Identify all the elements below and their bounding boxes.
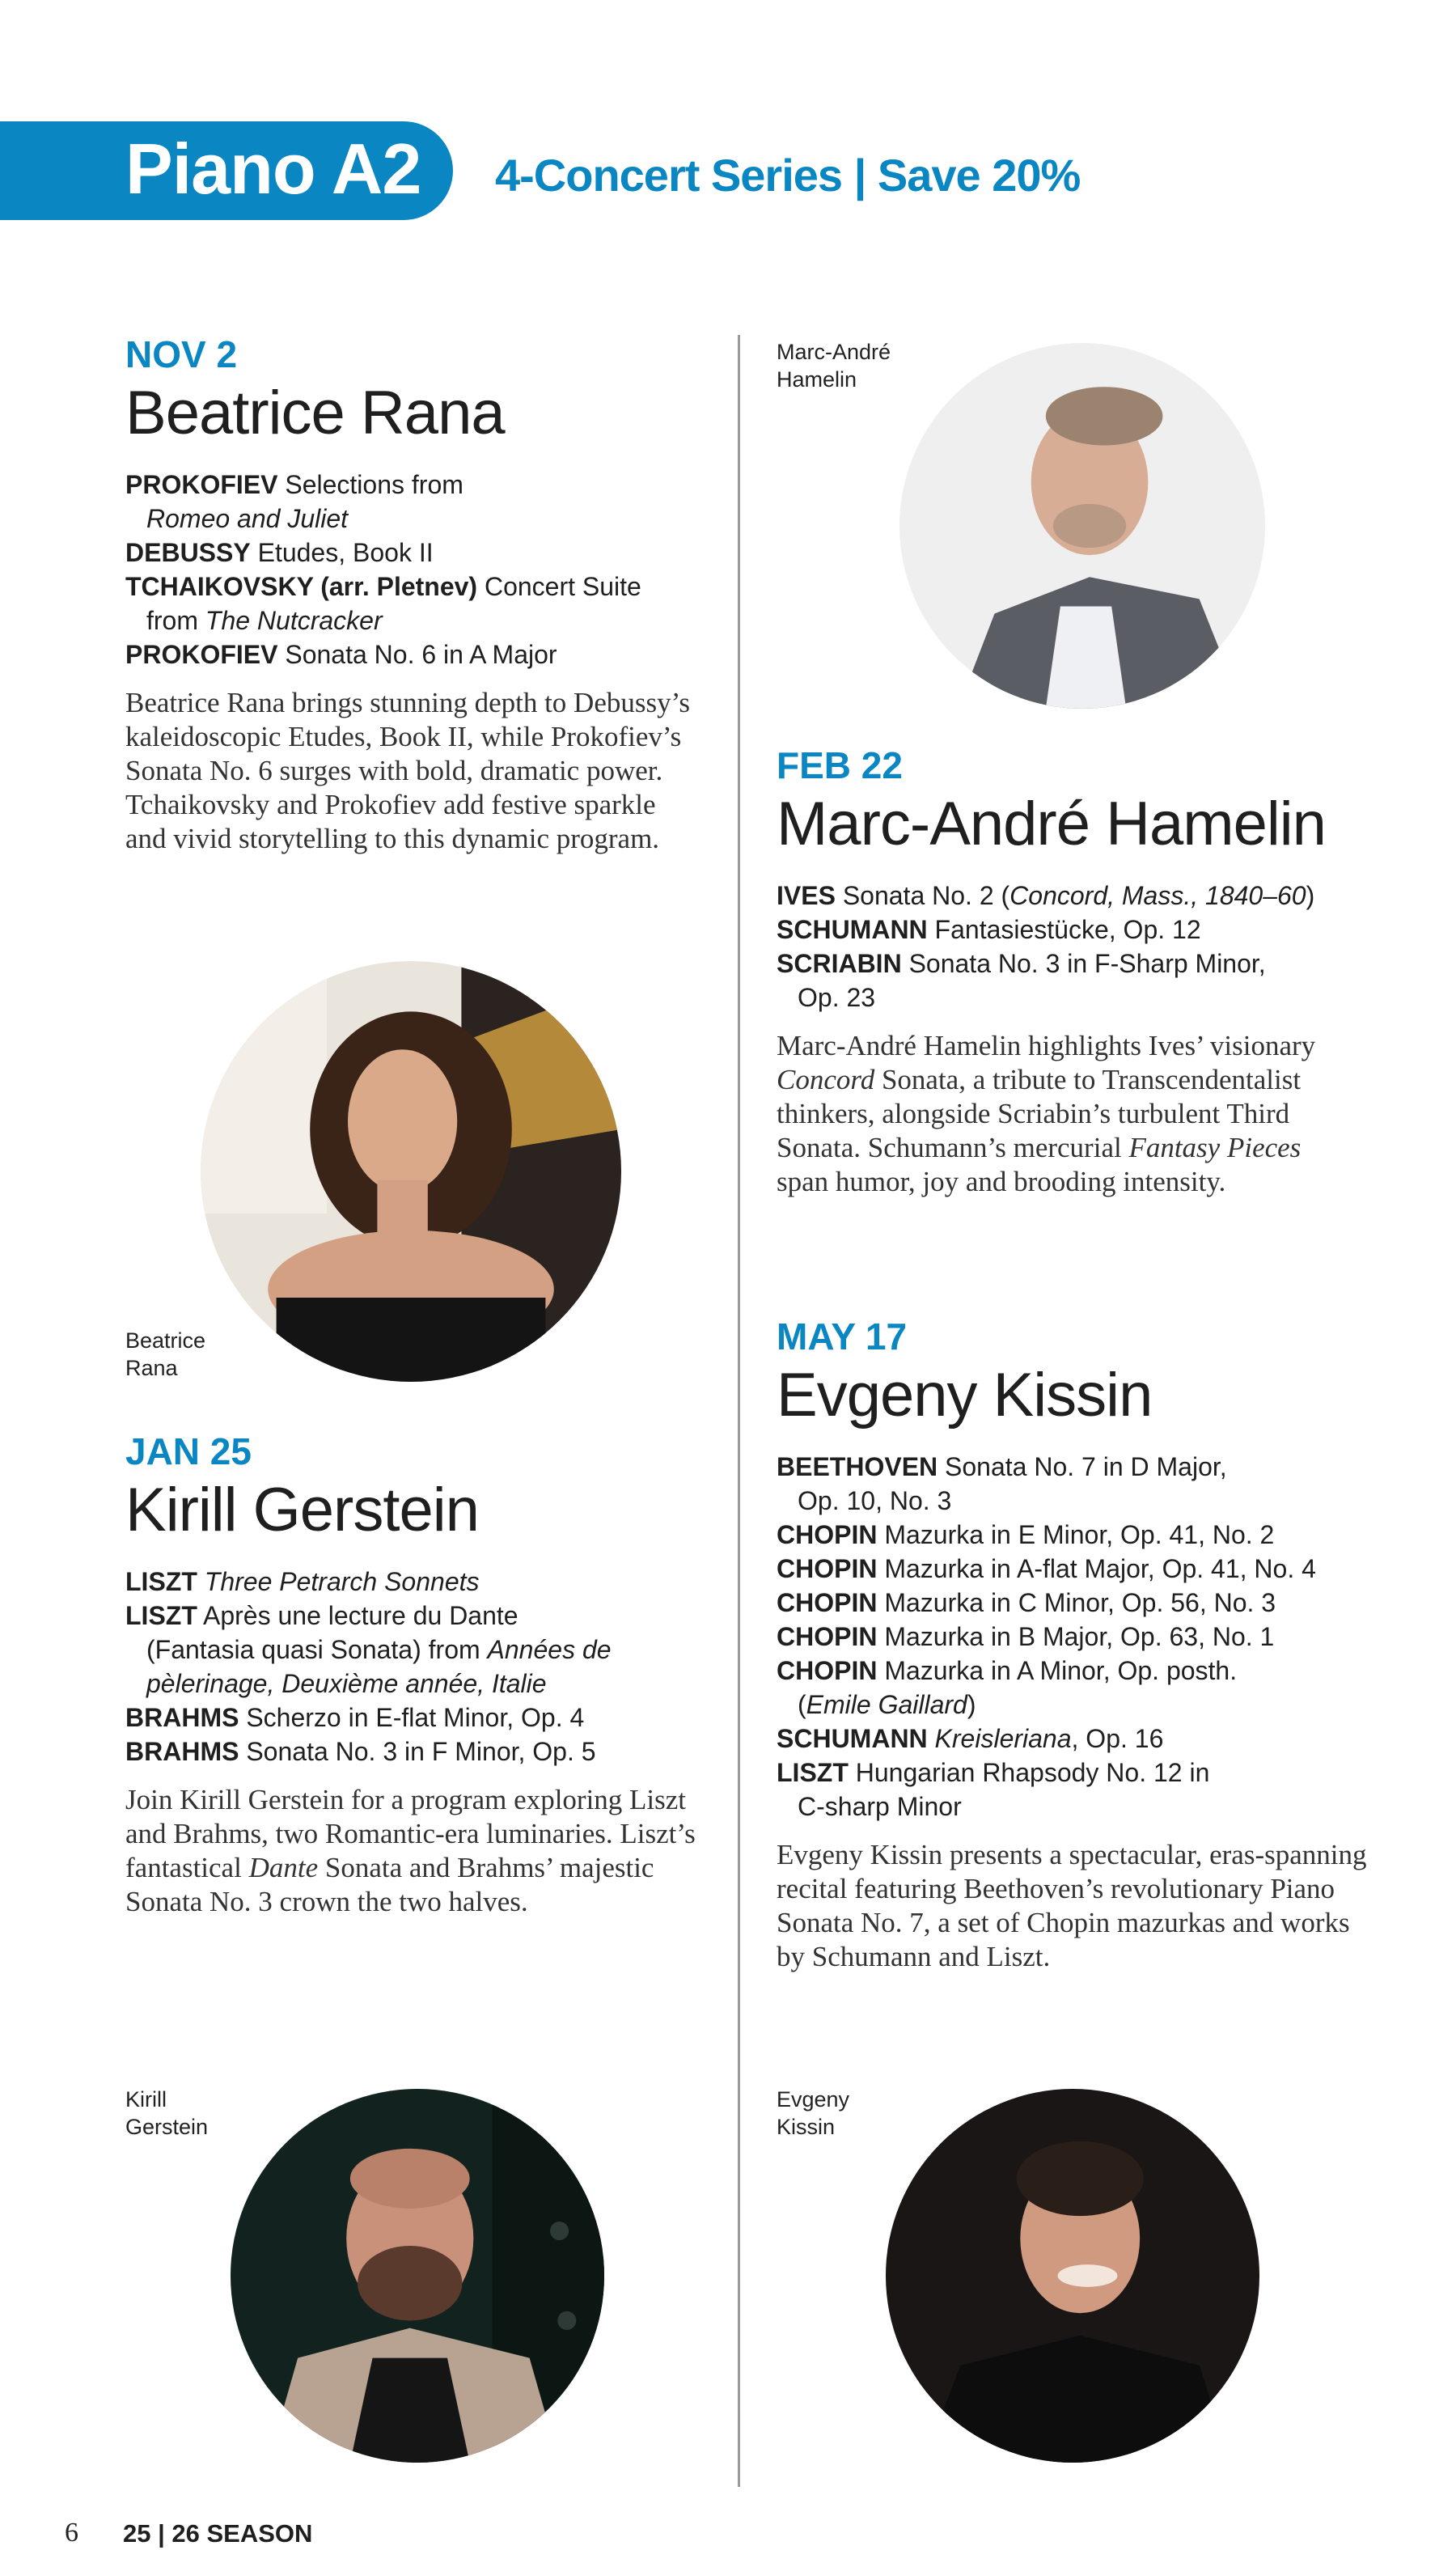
work-title-italic-continued: pèlerinage, Deuxième année, Italie [146, 1669, 547, 1698]
concert-date: JAN 25 [125, 1430, 252, 1472]
work-title-continued: from [146, 606, 205, 635]
work-title-italic: Années de [487, 1635, 612, 1664]
artist-photo-kirill-gerstein [231, 2089, 604, 2463]
concert-kirill-gerstein [125, 1429, 724, 1919]
work-title-italic: Concord, Mass., 1840–60 [1009, 881, 1306, 910]
season-label: 25 | 26 SEASON [123, 2519, 313, 2548]
work-title-italic: The Nutcracker [205, 606, 383, 635]
photo-caption: Marc-André Hamelin [777, 340, 891, 392]
concert-evgeny-kissin [777, 1314, 1391, 1974]
column-divider [738, 335, 740, 2487]
program-item [125, 536, 724, 570]
program-item [125, 570, 724, 638]
page-number: 6 [65, 2518, 78, 2548]
work-title: Mazurka in A-flat Major, Op. 41, No. 4 [877, 1554, 1316, 1583]
program-item [777, 1620, 1391, 1654]
work-title-end: ) [967, 1690, 976, 1719]
work-title: Après une lecture du Dante [197, 1601, 518, 1630]
concert-description: Beatrice Rana brings stunning depth to Debussy’s kaleidoscopic Etudes, Book II, while Prokofiev’s Sonata No. 6 surges with bold, dramatic power. Tchaikovsky and Prokofiev add festive sparkle and vivid storytelling to this dynamic program. [125, 687, 690, 854]
work-title: Mazurka in C Minor, Op. 56, No. 3 [877, 1588, 1276, 1617]
composer: PROKOFIEV [125, 640, 278, 669]
program-list [125, 1565, 724, 1768]
composer: DEBUSSY [125, 538, 251, 567]
composer: SCRIABIN [777, 949, 902, 978]
program-item [777, 1654, 1391, 1722]
artist-name: Beatrice Rana [125, 379, 505, 447]
work-title: Etudes, Book II [250, 538, 434, 567]
work-title: Mazurka in B Major, Op. 63, No. 1 [877, 1622, 1275, 1651]
artist-photo-marc-andre-hamelin [899, 343, 1265, 709]
work-title-italic: Emile Gaillard [806, 1690, 967, 1719]
series-subtitle: 4-Concert Series | Save 20% [495, 150, 1081, 201]
artist-photo-beatrice-rana [201, 961, 621, 1382]
work-title: Mazurka in E Minor, Op. 41, No. 2 [877, 1520, 1275, 1549]
work-title: Hungarian Rhapsody No. 12 in [848, 1758, 1210, 1787]
work-title: Sonata No. 2 ( [835, 881, 1010, 910]
program-list [777, 1450, 1391, 1824]
concert-date: FEB 22 [777, 744, 903, 786]
artist-name: Marc-André Hamelin [777, 790, 1326, 858]
composer: TCHAIKOVSKY (arr. Pletnev) [125, 572, 478, 601]
concert-date: NOV 2 [125, 333, 238, 375]
composer: CHOPIN [777, 1588, 878, 1617]
work-title-continued: Romeo and Juliet [146, 504, 349, 533]
program-item [125, 638, 724, 671]
program-item [777, 947, 1391, 1014]
work-title-continued: Op. 23 [798, 983, 876, 1012]
composer: LISZT [125, 1567, 197, 1596]
work-title-continued: ( [798, 1690, 806, 1719]
work-title: Selections from [277, 470, 463, 499]
composer: IVES [777, 881, 836, 910]
program-item [125, 468, 724, 536]
program-item [125, 1701, 724, 1735]
artist-name: Evgeny Kissin [777, 1361, 1153, 1430]
work-title-italic: Kreisleriana [927, 1724, 1072, 1753]
work-title: Sonata No. 3 in F-Sharp Minor, [901, 949, 1266, 978]
work-title-continued: Op. 10, No. 3 [798, 1486, 952, 1515]
composer: LISZT [125, 1601, 197, 1630]
photo-caption: Evgeny Kissin [777, 2087, 850, 2139]
work-title: Sonata No. 7 in D Major, [938, 1452, 1227, 1481]
work-title-end: ) [1306, 881, 1315, 910]
work-title-end: , Op. 16 [1071, 1724, 1164, 1753]
concert-date: MAY 17 [777, 1315, 908, 1358]
program-item [777, 913, 1391, 947]
work-title: Three Petrarch Sonnets [197, 1567, 480, 1596]
work-title: Sonata No. 6 in A Major [277, 640, 557, 669]
artist-name: Kirill Gerstein [125, 1476, 479, 1544]
photo-caption: Kirill Gerstein [125, 2087, 209, 2139]
program-item [777, 1518, 1391, 1552]
composer: BRAHMS [125, 1703, 239, 1732]
concert-description: Evgeny Kissin presents a spectacular, eras-spanning recital featuring Beethoven’s revolutionary Piano Sonata No. 7, a set of Chopin mazurkas and works by Schumann and Liszt. [777, 1839, 1367, 1972]
composer: BEETHOVEN [777, 1452, 938, 1481]
work-title: Fantasiestücke, Op. 12 [927, 915, 1201, 944]
work-title: Scherzo in E-flat Minor, Op. 4 [239, 1703, 585, 1732]
program-item [777, 1586, 1391, 1620]
program-item [125, 1735, 724, 1768]
program-item [125, 1599, 724, 1701]
composer: CHOPIN [777, 1520, 878, 1549]
program-list [777, 879, 1391, 1014]
concert-marc-andre-hamelin [777, 743, 1391, 1199]
composer: CHOPIN [777, 1656, 878, 1685]
photo-caption: Beatrice Rana [125, 1328, 206, 1380]
work-title: Mazurka in A Minor, Op. posth. [877, 1656, 1238, 1685]
composer: CHOPIN [777, 1554, 878, 1583]
composer: PROKOFIEV [125, 470, 278, 499]
work-title-continued: C-sharp Minor [798, 1792, 962, 1821]
composer: SCHUMANN [777, 1724, 928, 1753]
work-title: Concert Suite [477, 572, 641, 601]
program-item [777, 879, 1391, 913]
composer: SCHUMANN [777, 915, 928, 944]
work-title-continued: (Fantasia quasi Sonata) from [146, 1635, 488, 1664]
series-title: Piano A2 [125, 129, 421, 209]
concert-beatrice-rana [125, 332, 724, 856]
program-list [125, 468, 724, 671]
program-item [777, 1450, 1391, 1518]
program-item [125, 1565, 724, 1599]
composer: LISZT [777, 1758, 849, 1787]
concert-description: Marc-André Hamelin highlights Ives’ visionary Concord Sonata, a tribute to Transcendentalist thinkers, alongside Scriabin’s turbulent Third Sonata. Schumann’s mercurial Fantasy Pieces span humor, joy and brooding intensity. [777, 1030, 1316, 1197]
program-item [777, 1722, 1391, 1756]
artist-photo-evgeny-kissin [886, 2089, 1259, 2463]
program-item [777, 1552, 1391, 1586]
program-item [777, 1756, 1391, 1824]
composer: BRAHMS [125, 1737, 239, 1766]
composer: CHOPIN [777, 1622, 878, 1651]
work-title: Sonata No. 3 in F Minor, Op. 5 [239, 1737, 596, 1766]
concert-description: Join Kirill Gerstein for a program exploring Liszt and Brahms, two Romantic-era luminaries. Liszt’s fantastical Dante Sonata and Brahms’ majestic Sonata No. 3 crown the two halves. [125, 1784, 696, 1917]
